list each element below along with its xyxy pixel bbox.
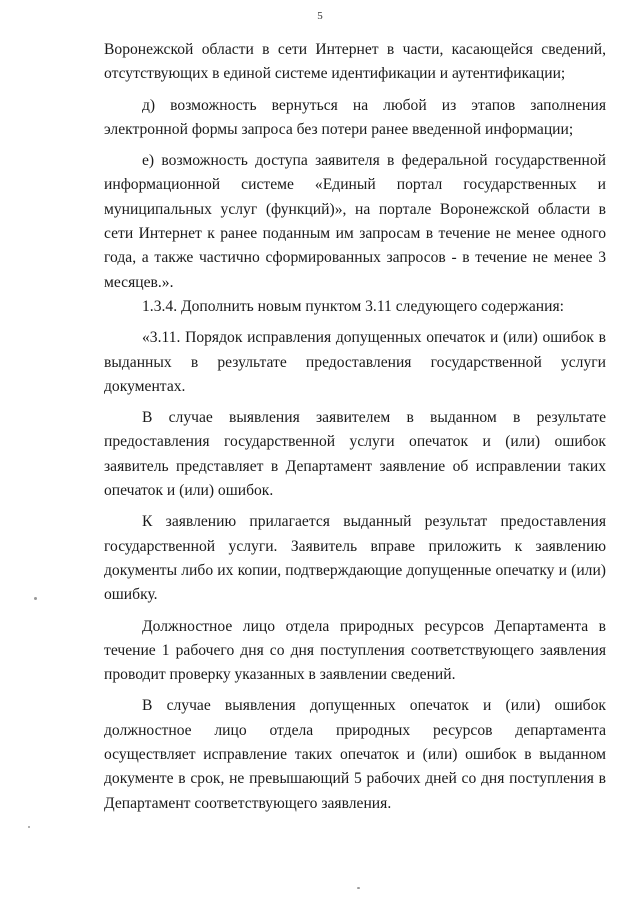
scan-speck	[357, 887, 360, 889]
paragraph: д) возможность вернуться на любой из этапов заполнения электронной формы запроса без потери ранее введенной информации;	[104, 96, 606, 138]
page-number: 5	[317, 10, 323, 22]
paragraph: В случае выявления допущенных опечаток и (или) ошибок должностное лицо отдела природных ресурсов департамента осуществляет исправление таких опечаток и (или) ошибок в выданном документе в срок, не превышающий 5 рабочих дней со дня поступления в Департамент соответствующего заявления.	[104, 697, 606, 812]
paragraph: 1.3.4. Дополнить новым пунктом 3.11 следующего содержания:	[142, 297, 564, 315]
paragraph: «3.11. Порядок исправления допущенных опечаток и (или) ошибок в выданных в результате предоставления государственной услуги документах.	[104, 329, 606, 395]
paragraph: Воронежской области в сети Интернет в части, касающейся сведений, отсутствующих в единой системе идентификации и аутентификации;	[104, 41, 606, 83]
document-body	[104, 38, 606, 816]
paragraph: К заявлению прилагается выданный результат предоставления государственной услуги. Заявитель вправе приложить к заявлению документы либо их копии, подтверждающие допущенные опечатку и (или) ошибку.	[104, 513, 606, 604]
scan-speck	[34, 597, 37, 600]
scan-speck	[28, 826, 30, 828]
paragraph: е) возможность доступа заявителя в федеральной государственной информационной системе «Единый портал государственных и муниципальных услуг (функций)», на портале Воронежской области в сети Интернет к ранее поданным им запросам в течение не менее одного года, а также частично сформированных запросов - в течение не менее 3 месяцев.».	[104, 152, 606, 291]
paragraph: Должностное лицо отдела природных ресурсов Департамента в течение 1 рабочего дня со дня поступления соответствующего заявления проводит проверку указанных в заявлении сведений.	[104, 617, 606, 684]
paragraph: В случае выявления заявителем в выданном в результате предоставления государственной услуги опечаток и (или) ошибок заявитель представляет в Департамент заявление об исправлении таких опечаток и (или) ошибок.	[104, 409, 606, 500]
